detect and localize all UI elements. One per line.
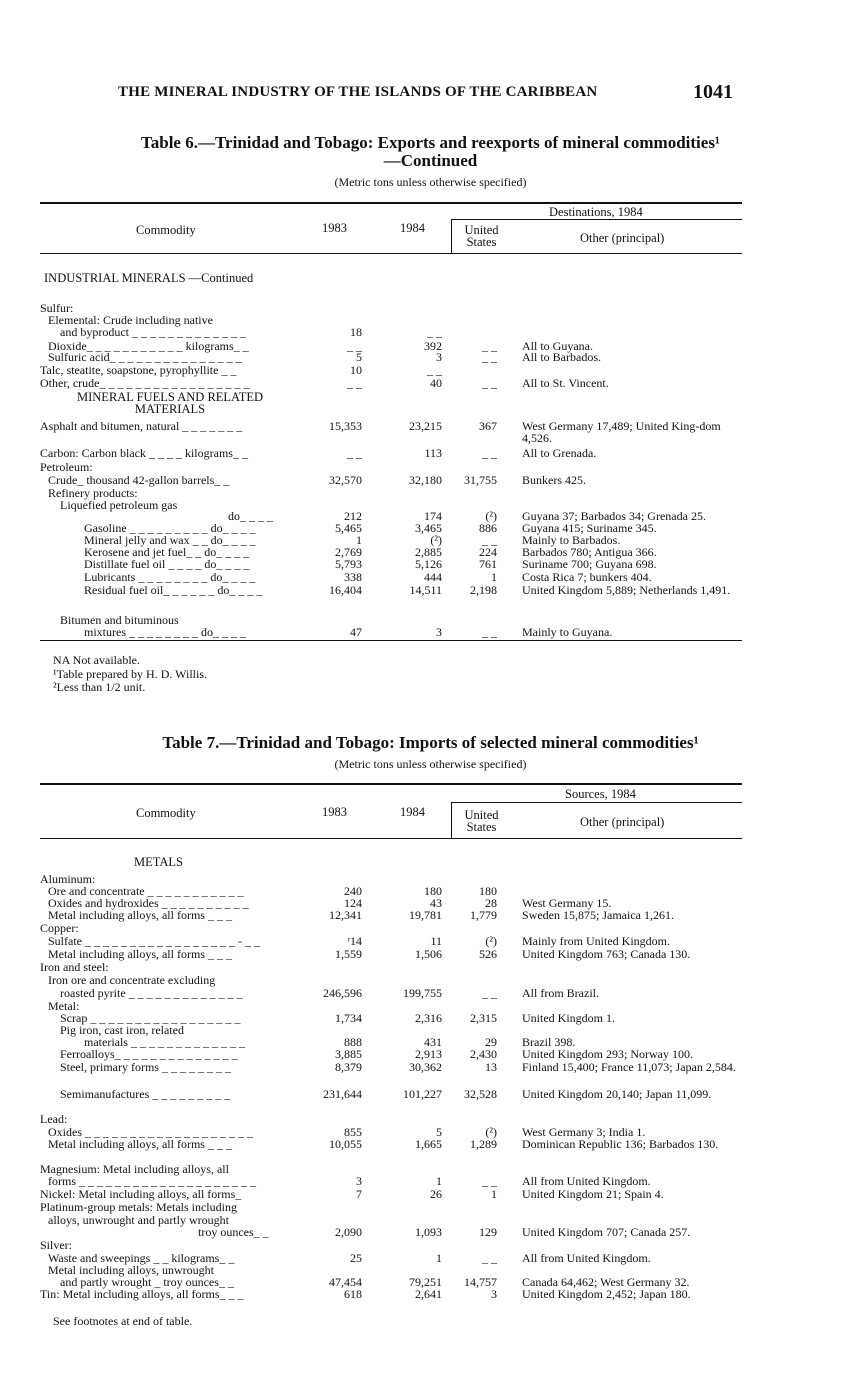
value-united-states: 3 [491, 1287, 497, 1301]
table-row [0, 1138, 861, 1151]
row-label: Aluminum: [40, 872, 96, 886]
value-1983: 15,353 [329, 419, 362, 433]
table6-header-1984: 1984 [400, 221, 425, 235]
value-1983: 1,734 [335, 1011, 362, 1025]
value-1983: 5,465 [335, 521, 362, 535]
value-1984: 392 [424, 339, 442, 353]
row-label: Lubricants _ _ _ _ _ _ _ _ do_ _ _ _ [84, 570, 256, 584]
row-label: Ferroalloys_ _ _ _ _ _ _ _ _ _ _ _ _ _ [60, 1047, 238, 1061]
row-label: Dioxide_ _ _ _ _ _ _ _ _ _ _ kilograms_ _ [48, 339, 249, 353]
table6-title: Table 6.—Trinidad and Tobago: Exports and reexports of mineral commodities¹ [140, 133, 721, 152]
value-1983: 855 [344, 1125, 362, 1139]
value-other-principal: Finland 15,400; France 11,073; Japan 2,584. [522, 1060, 736, 1074]
value-1984: (²) [430, 533, 442, 547]
value-1983: 212 [344, 509, 362, 523]
value-other-principal: All from United Kingdom. [522, 1251, 651, 1265]
value-united-states: 1,289 [470, 1137, 497, 1151]
value-united-states: 2,315 [470, 1011, 497, 1025]
row-label: Oxides _ _ _ _ _ _ _ _ _ _ _ _ _ _ _ _ _ _ _ [48, 1125, 253, 1139]
row-label: Silver: [40, 1238, 72, 1252]
value-1984: 1,093 [415, 1225, 442, 1239]
value-1984: 40 [430, 376, 442, 390]
value-1984: 79,251 [409, 1275, 442, 1289]
table-row [0, 584, 861, 597]
value-other-principal: West Germany 15. [522, 896, 612, 910]
value-1984: 3,465 [415, 521, 442, 535]
value-1983: _ _ [347, 446, 362, 460]
table-row [0, 1088, 861, 1101]
table6-header-divider [451, 219, 452, 253]
value-1984: 199,755 [403, 986, 442, 1000]
value-1983: 124 [344, 896, 362, 910]
value-united-states: 31,755 [464, 473, 497, 487]
table7-group-rule [452, 802, 742, 803]
value-1983: 32,570 [329, 473, 362, 487]
value-1984: 1 [436, 1174, 442, 1188]
value-united-states: 526 [479, 947, 497, 961]
value-united-states: _ _ [482, 376, 497, 390]
value-other-principal: United Kingdom 2,452; Japan 180. [522, 1287, 691, 1301]
row-label: and partly wrought _ troy ounces_ _ [60, 1275, 234, 1289]
value-1983: 16,404 [329, 583, 362, 597]
value-1984: 180 [424, 884, 442, 898]
row-label: Iron and steel: [40, 960, 109, 974]
value-1984: 30,362 [409, 1060, 442, 1074]
value-1984: 23,215 [409, 419, 442, 433]
row-label: Talc, steatite, soapstone, pyrophyllite _ _ [40, 363, 237, 377]
table6-section-fuels: MINERAL FUELS AND RELATED MATERIALS [77, 390, 263, 416]
value-united-states: 129 [479, 1225, 497, 1239]
row-label: mixtures _ _ _ _ _ _ _ _ do_ _ _ _ [84, 625, 246, 639]
value-other-principal: All to St. Vincent. [522, 376, 609, 390]
value-1983: 18 [350, 325, 362, 339]
value-1983: 10,055 [329, 1137, 362, 1151]
value-1983: 240 [344, 884, 362, 898]
value-1983: 2,090 [335, 1225, 362, 1239]
table7-header-us: United States [464, 808, 499, 834]
value-1984: 26 [430, 1187, 442, 1201]
table-row [0, 909, 861, 922]
value-other-principal: United Kingdom 1. [522, 1011, 615, 1025]
value-1983: 888 [344, 1035, 362, 1049]
value-1983: 10 [350, 363, 362, 377]
row-label: roasted pyrite _ _ _ _ _ _ _ _ _ _ _ _ _ [60, 986, 243, 1000]
value-1984: 101,227 [403, 1087, 442, 1101]
table-row [0, 1061, 861, 1074]
value-1984: 11 [430, 934, 442, 948]
row-label: Mineral jelly and wax _ _ do_ _ _ _ [84, 533, 256, 547]
value-1984: 1,665 [415, 1137, 442, 1151]
value-other-principal: United Kingdom 5,889; Netherlands 1,491. [522, 583, 731, 597]
table-row [0, 419, 861, 445]
value-1984: 3 [436, 350, 442, 364]
row-label: Metal including alloys, all forms _ _ _ [48, 908, 232, 922]
row-label: Oxides and hydroxides _ _ _ _ _ _ _ _ _ _ [48, 896, 249, 910]
value-1983: 47,454 [329, 1275, 362, 1289]
table6-header-rule [40, 253, 742, 254]
value-other-principal: Mainly to Barbados. [522, 533, 621, 547]
row-label: Carbon: Carbon black _ _ _ _ kilograms_ _ [40, 446, 248, 460]
table6-top-rule [40, 202, 742, 204]
value-1984: 19,781 [409, 908, 442, 922]
row-label: do_ _ _ _ [228, 509, 273, 523]
row-label: Asphalt and bitumen, natural _ _ _ _ _ _ _ [40, 419, 243, 433]
table6-header-1983: 1983 [322, 221, 347, 235]
row-label: and byproduct _ _ _ _ _ _ _ _ _ _ _ _ _ [60, 325, 246, 339]
page-number: 1041 [693, 81, 733, 103]
table6-footnote-na: NA Not available. [53, 653, 140, 667]
table6-header-group: Destinations, 1984 [549, 205, 643, 219]
value-other-principal: United Kingdom 763; Canada 130. [522, 947, 691, 961]
value-1984: 5 [436, 1125, 442, 1139]
row-label: Refinery products: [48, 486, 138, 500]
value-1984: 2,641 [415, 1287, 442, 1301]
table-row [0, 447, 861, 460]
value-1984: 1,506 [415, 947, 442, 961]
table7-section-metals: METALS [134, 855, 183, 869]
value-1983: 246,596 [323, 986, 362, 1000]
table-row [0, 948, 861, 961]
row-label: Iron ore and concentrate excluding [48, 973, 216, 987]
value-other-principal: United Kingdom 20,140; Japan 11,099. [522, 1087, 712, 1101]
row-label: Metal: [48, 999, 80, 1013]
table7-header-other: Other (principal) [580, 815, 665, 829]
row-label: Sulfur: [40, 301, 74, 315]
row-label: troy ounces_ _ [198, 1225, 269, 1239]
value-united-states: _ _ [482, 1251, 497, 1265]
row-label: Residual fuel oil_ _ _ _ _ _ do_ _ _ _ [84, 583, 263, 597]
table-row [0, 987, 861, 1000]
table7-top-rule [40, 783, 742, 785]
table-row [0, 1288, 861, 1301]
row-label: Ore and concentrate _ _ _ _ _ _ _ _ _ _ _ [48, 884, 244, 898]
table7-footnote: See footnotes at end of table. [53, 1314, 193, 1328]
value-other-principal: Mainly to Guyana. [522, 625, 613, 639]
value-united-states: _ _ [482, 533, 497, 547]
row-label: Crude_ thousand 42-gallon barrels_ _ [48, 473, 230, 487]
value-united-states: 180 [479, 884, 497, 898]
row-label: Semimanufactures _ _ _ _ _ _ _ _ _ [60, 1087, 231, 1101]
table6-footnote-1: ¹Table prepared by H. D. Willis. [53, 667, 208, 681]
row-label: Tin: Metal including alloys, all forms_ _ _ [40, 1287, 244, 1301]
value-united-states: 224 [479, 545, 497, 559]
value-1983: 1,559 [335, 947, 362, 961]
value-1984: 1 [436, 1251, 442, 1265]
row-label: Pig iron, cast iron, related [60, 1023, 184, 1037]
row-label: Gasoline _ _ _ _ _ _ _ _ _ do_ _ _ _ [84, 521, 256, 535]
table7-title: Table 7.—Trinidad and Tobago: Imports of selected mineral commodities¹ [162, 733, 699, 752]
table7-header-group: Sources, 1984 [565, 787, 636, 801]
value-other-principal: Guyana 415; Suriname 345. [522, 521, 657, 535]
value-united-states: 1,779 [470, 908, 497, 922]
value-1983: 8,379 [335, 1060, 362, 1074]
row-label: Waste and sweepings _ _ kilograms_ _ [48, 1251, 235, 1265]
row-label: Metal including alloys, all forms _ _ _ [48, 1137, 232, 1151]
value-1983: 618 [344, 1287, 362, 1301]
row-label: Metal including alloys, unwrought [48, 1263, 214, 1277]
row-label: Copper: [40, 921, 79, 935]
value-1984: 174 [424, 509, 442, 523]
value-united-states: 367 [479, 419, 497, 433]
value-1983: 2,769 [335, 545, 362, 559]
value-other-principal: All to Grenada. [522, 446, 597, 460]
value-united-states: _ _ [482, 350, 497, 364]
value-1984: 431 [424, 1035, 442, 1049]
table-row [0, 1226, 861, 1239]
row-label: Magnesium: Metal including alloys, all [40, 1162, 229, 1176]
value-united-states: (²) [485, 1125, 497, 1139]
table6-title-continued: —Continued [383, 151, 478, 170]
value-1983: ʳ14 [347, 934, 362, 948]
value-other-principal: United Kingdom 707; Canada 257. [522, 1225, 691, 1239]
row-label: Lead: [40, 1112, 68, 1126]
value-1983: 5,793 [335, 557, 362, 571]
value-other-principal: Suriname 700; Guyana 698. [522, 557, 657, 571]
row-label: Petroleum: [40, 460, 93, 474]
value-other-principal: Barbados 780; Antigua 366. [522, 545, 657, 559]
value-1983: 47 [350, 625, 362, 639]
value-united-states: 29 [485, 1035, 497, 1049]
value-1984: 14,511 [409, 583, 442, 597]
row-label: Liquefied petroleum gas [60, 498, 178, 512]
value-1983: 25 [350, 1251, 362, 1265]
value-other-principal: All from United Kingdom. [522, 1174, 651, 1188]
value-united-states: _ _ [482, 339, 497, 353]
value-1983: 12,341 [329, 908, 362, 922]
table6-section-industrial: INDUSTRIAL MINERALS —Continued [44, 271, 254, 285]
value-1984: 43 [430, 896, 442, 910]
value-1983: 1 [356, 533, 362, 547]
value-united-states: 886 [479, 521, 497, 535]
row-label: Other, crude_ _ _ _ _ _ _ _ _ _ _ _ _ _ _ _ _ [40, 376, 250, 390]
table6-subtitle: (Metric tons unless otherwise specified) [334, 175, 527, 189]
value-united-states: 28 [485, 896, 497, 910]
value-other-principal: Mainly from United Kingdom. [522, 934, 670, 948]
value-united-states: (²) [485, 509, 497, 523]
row-label: Sulfate _ _ _ _ _ _ _ _ _ _ _ _ _ _ _ _ _ - _ _ [48, 934, 260, 948]
value-united-states: 1 [491, 570, 497, 584]
value-1983: _ _ [347, 376, 362, 390]
value-other-principal: Sweden 15,875; Jamaica 1,261. [522, 908, 674, 922]
value-1983: 7 [356, 1187, 362, 1201]
value-other-principal: West Germany 17,489; United King-dom 4,526. [522, 419, 721, 445]
value-united-states: 32,528 [464, 1087, 497, 1101]
table7-header-divider [451, 802, 452, 838]
value-1984: 32,180 [409, 473, 442, 487]
table6-header-commodity: Commodity [136, 223, 196, 237]
value-1983: _ _ [347, 339, 362, 353]
table6-footnote-2: ²Less than 1/2 unit. [53, 680, 146, 694]
row-label: alloys, unwrought and partly wrought [48, 1213, 229, 1227]
value-other-principal: Canada 64,462; West Germany 32. [522, 1275, 690, 1289]
table6-group-rule [452, 219, 742, 220]
value-other-principal: West Germany 3; India 1. [522, 1125, 646, 1139]
value-other-principal: Costa Rica 7; bunkers 404. [522, 570, 652, 584]
table7-header-1984: 1984 [400, 805, 425, 819]
value-united-states: (²) [485, 934, 497, 948]
value-1984: 2,913 [415, 1047, 442, 1061]
table-row [0, 377, 861, 390]
value-united-states: 2,198 [470, 583, 497, 597]
table6-header-us: United States [464, 223, 499, 249]
value-1984: 444 [424, 570, 442, 584]
row-label: materials _ _ _ _ _ _ _ _ _ _ _ _ _ [84, 1035, 245, 1049]
value-united-states: 2,430 [470, 1047, 497, 1061]
value-1984: _ _ [427, 363, 442, 377]
table6-header-other: Other (principal) [580, 231, 665, 245]
value-united-states: _ _ [482, 1174, 497, 1188]
row-label: forms _ _ _ _ _ _ _ _ _ _ _ _ _ _ _ _ _ _ _ _ [48, 1174, 256, 1188]
value-1983: 338 [344, 570, 362, 584]
value-other-principal: All to Barbados. [522, 350, 601, 364]
table7-header-1983: 1983 [322, 805, 347, 819]
row-label: Kerosene and jet fuel_ _ do_ _ _ _ [84, 545, 250, 559]
value-other-principal: Brazil 398. [522, 1035, 576, 1049]
row-label: Metal including alloys, all forms _ _ _ [48, 947, 232, 961]
value-1984: 2,316 [415, 1011, 442, 1025]
value-united-states: _ _ [482, 446, 497, 460]
row-label: Platinum-group metals: Metals including [40, 1200, 237, 1214]
value-other-principal: Dominican Republic 136; Barbados 130. [522, 1137, 719, 1151]
value-1983: 3 [356, 1174, 362, 1188]
value-1984: _ _ [427, 325, 442, 339]
table-row [0, 626, 861, 639]
value-other-principal: United Kingdom 21; Spain 4. [522, 1187, 664, 1201]
row-label: Distillate fuel oil _ _ _ _ do_ _ _ _ [84, 557, 250, 571]
row-label: Steel, primary forms _ _ _ _ _ _ _ _ [60, 1060, 231, 1074]
value-united-states: 13 [485, 1060, 497, 1074]
value-united-states: 1 [491, 1187, 497, 1201]
value-1983: 5 [356, 350, 362, 364]
row-label: Elemental: Crude including native [48, 313, 213, 327]
value-1984: 3 [436, 625, 442, 639]
table7-header-rule [40, 838, 742, 839]
row-label: Nickel: Metal including alloys, all forms_ [40, 1187, 242, 1201]
row-label: Sulfuric acid_ _ _ _ _ _ _ _ _ _ _ _ _ _ _ [48, 350, 242, 364]
table6-bottom-rule [40, 640, 742, 641]
value-1983: 3,885 [335, 1047, 362, 1061]
table7-header-commodity: Commodity [136, 806, 196, 820]
value-other-principal: Guyana 37; Barbados 34; Grenada 25. [522, 509, 706, 523]
value-united-states: 14,757 [464, 1275, 497, 1289]
row-label: Scrap _ _ _ _ _ _ _ _ _ _ _ _ _ _ _ _ _ [60, 1011, 241, 1025]
value-united-states: 761 [479, 557, 497, 571]
value-1984: 2,885 [415, 545, 442, 559]
value-other-principal: Bunkers 425. [522, 473, 586, 487]
value-other-principal: All from Brazil. [522, 986, 599, 1000]
value-1983: 231,644 [323, 1087, 362, 1101]
value-united-states: _ _ [482, 986, 497, 1000]
table7-subtitle: (Metric tons unless otherwise specified) [334, 757, 527, 771]
value-other-principal: United Kingdom 293; Norway 100. [522, 1047, 693, 1061]
table-row [0, 326, 861, 339]
row-label: Bitumen and bituminous [60, 613, 179, 627]
running-header: THE MINERAL INDUSTRY OF THE ISLANDS OF THE CARIBBEAN [118, 84, 598, 100]
value-other-principal: All to Guyana. [522, 339, 593, 353]
value-united-states: _ _ [482, 625, 497, 639]
value-1984: 5,126 [415, 557, 442, 571]
value-1984: 113 [424, 446, 442, 460]
